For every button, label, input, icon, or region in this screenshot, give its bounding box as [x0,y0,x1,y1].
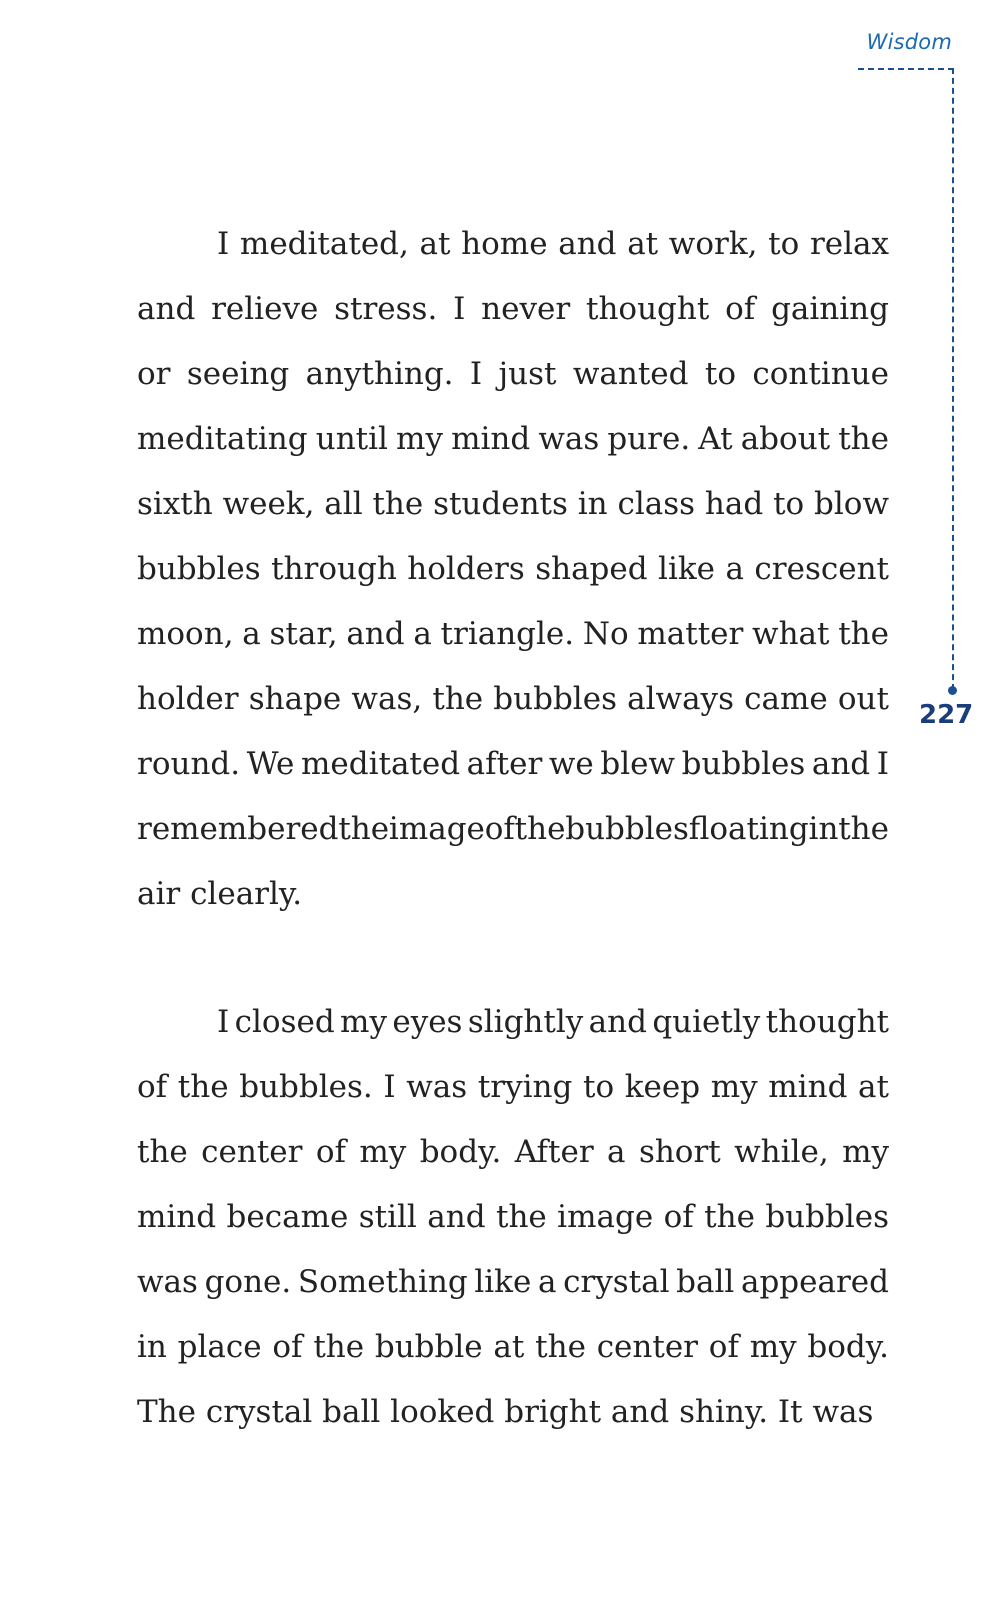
text-line: holder shape was, the bubbles always came out [137,681,889,717]
text-line: in place of the bubble at the center of my body. [137,1329,889,1365]
text-line: moon, a star, and a triangle. No matter what the [137,616,889,652]
paragraph-1 [137,212,889,927]
page-number: 227 [919,700,974,730]
dashed-guide-horizontal [858,68,954,70]
text-line: and relieve stress. I never thought of gaining [137,291,889,327]
text-line: I closed my eyes slightly and quietly thought [217,1004,889,1040]
text-line: mind became still and the image of the bubbles [137,1199,889,1235]
dashed-guide-vertical [952,68,954,690]
text-line: The crystal ball looked bright and shiny. It was [137,1394,874,1430]
text-line: air clearly. [137,876,303,912]
guide-end-dot [948,686,957,695]
text-line: I meditated, at home and at work, to relax [217,226,889,262]
text-line: round. We meditated after we blew bubbles and I [137,746,889,782]
text-line: remembered the image of the bubbles floating in the [137,811,889,847]
running-head-section-title: Wisdom [866,30,952,54]
text-line: sixth week, all the students in class had to blow [137,486,889,522]
text-line: was gone. Something like a crystal ball appeared [137,1264,889,1300]
text-line: bubbles through holders shaped like a crescent [137,551,889,587]
text-line: the center of my body. After a short while, my [137,1134,889,1170]
paragraph-2 [137,990,889,1445]
text-line: of the bubbles. I was trying to keep my mind at [137,1069,889,1105]
text-line: meditating until my mind was pure. At about the [137,421,889,457]
text-line: or seeing anything. I just wanted to continue [137,356,889,392]
